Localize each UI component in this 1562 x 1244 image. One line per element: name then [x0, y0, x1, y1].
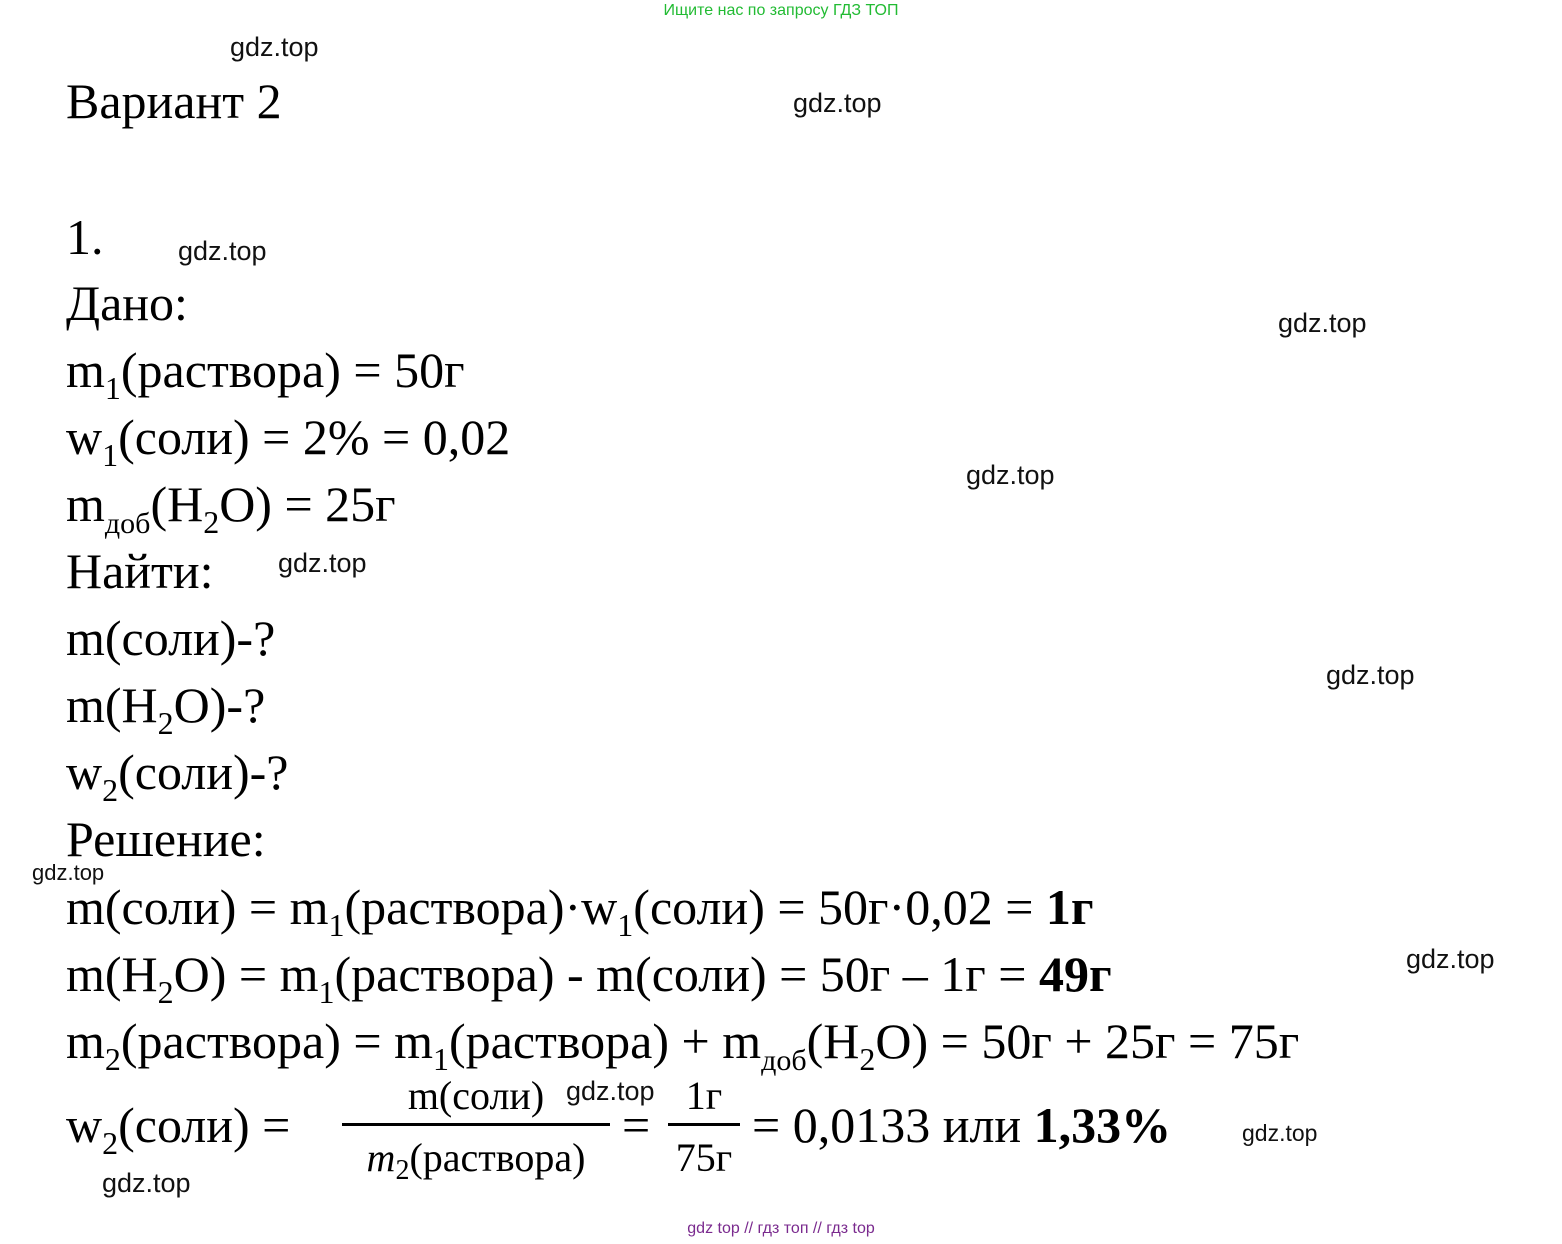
- fraction-1-bar: [342, 1123, 610, 1126]
- watermark: gdz.top: [793, 88, 882, 118]
- fraction-2-denominator: 75г: [675, 1135, 733, 1180]
- fraction-1-denominator: $m_2(раствора)$: [366, 1135, 586, 1186]
- find-w2: $w_2(соли)-$?: [66, 744, 289, 808]
- task-number: 1.: [66, 209, 104, 265]
- given-label: Дано:: [66, 275, 188, 331]
- watermark: gdz.top: [102, 1168, 191, 1198]
- solution-step-4-rhs: = 0,0133 или 1,33%: [752, 1097, 1172, 1153]
- solution-step-4-lhs: $w_2(соли)$ =: [66, 1097, 291, 1161]
- fraction-2-bar: [668, 1123, 740, 1126]
- watermark: gdz.top: [1326, 660, 1415, 690]
- watermark: gdz.top: [178, 236, 267, 266]
- watermark: gdz.top: [1406, 944, 1495, 974]
- fraction-2-numerator: 1г: [685, 1073, 723, 1118]
- solution-step-2: $m(H_2O)$ = $m_1(раствора)$ - m(соли) = 50г – 1г = 49г: [66, 946, 1112, 1010]
- find-salt-mass: m(соли)-?: [66, 610, 276, 666]
- solution-step-1: m(соли) = $m_1(раствора)\cdot w_1(соли) = 50г\cdot 0,02 = 1г$: [66, 879, 1094, 943]
- page-title: Вариант 2: [66, 73, 282, 129]
- fraction-1-numerator: m(соли): [407, 1073, 545, 1118]
- equals-sign: =: [622, 1097, 651, 1153]
- given-m-added-water: $m_{доб}(H_2O) = 25г$: [66, 476, 396, 540]
- top-banner: Ищите нас по запросу ГДЗ ТОП: [663, 2, 899, 19]
- find-water-mass: $m(H_2O)-$?: [66, 677, 266, 741]
- solution-label: Решение:: [66, 811, 266, 867]
- watermark: gdz.top: [566, 1076, 655, 1106]
- watermark: gdz.top: [966, 460, 1055, 490]
- solution-step-3: $m_2(раствора)$ = $m_1(раствора) + m_{доб}(H_2O) = 50г + 25г = 75г$: [66, 1013, 1300, 1077]
- watermark: gdz.top: [32, 860, 105, 885]
- given-w1: $w_1(соли) = 2\% = 0,02$: [66, 409, 511, 473]
- bottom-banner: gdz top // гдз топ // гдз top: [687, 1220, 875, 1237]
- watermark: gdz.top: [278, 548, 367, 578]
- find-label: Найти:: [66, 543, 214, 599]
- watermark: gdz.top: [1242, 1120, 1318, 1146]
- given-m1: $m_1(раствора) = 50г$: [66, 342, 465, 406]
- watermark: gdz.top: [230, 32, 319, 62]
- watermark: gdz.top: [1278, 308, 1367, 338]
